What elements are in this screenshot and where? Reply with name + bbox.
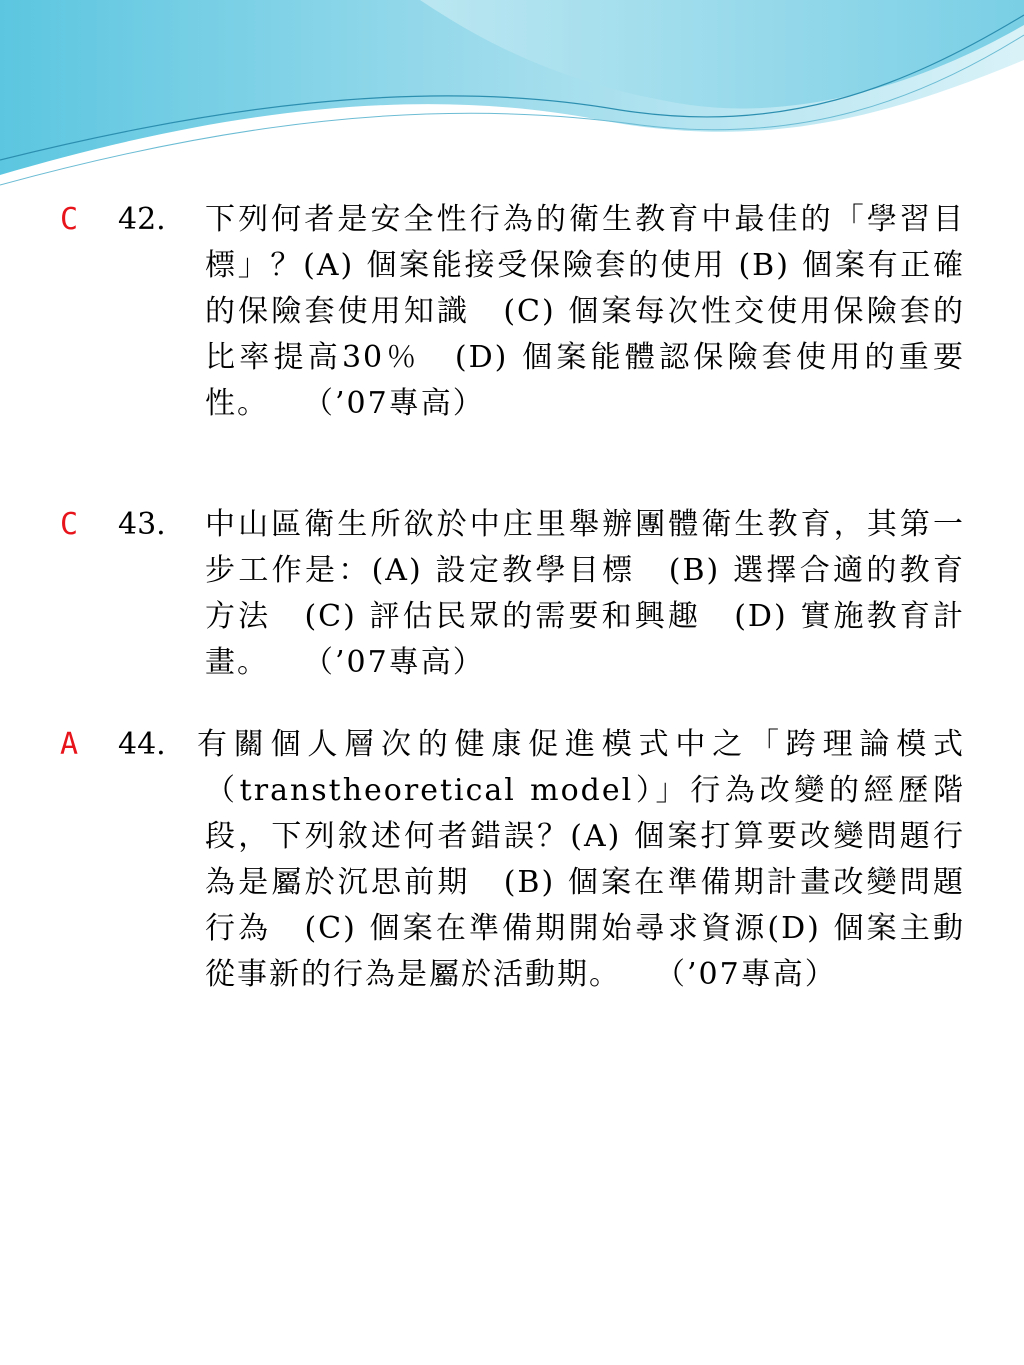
answer-key: C [60, 507, 79, 542]
question-number: 44. [118, 727, 166, 762]
answer-key: A [60, 727, 79, 762]
answer-key: C [60, 202, 79, 237]
header-wave-decoration [0, 0, 1024, 200]
question-number: 43. [118, 507, 166, 542]
question-text: 中山區衛生所欲於中庄里舉辦團體衛生教育，其第一步工作是：(A) 設定教學目標 (B) 選擇合適的教育方法 (C) 評估民眾的需要和興趣 (D) 實施教育計畫。 （’07專高） [205, 507, 965, 680]
question-text: 下列何者是安全性行為的衛生教育中最佳的「學習目標」？(A) 個案能接受保險套的使用 (B) 個案有正確的保險套使用知識 (C) 個案每次性交使用保險套的比率提高30％ (D) 個案能體認保險套使用的重要性。 （’07專高） [205, 202, 965, 421]
question-text: 有關個人層次的健康促進模式中之「跨理論模式（transtheoretical model）」行為改變的經歷階段，下列敘述何者錯誤？(A) 個案打算要改變問題行為是屬於沉思前期 (B) 個案在準備期計畫改變問題行為 (C) 個案在準備期開始尋求資源(D) 個案主動從事新的行為是屬於活動期。 （’07專高） [197, 727, 965, 992]
question-number: 42. [118, 202, 166, 237]
